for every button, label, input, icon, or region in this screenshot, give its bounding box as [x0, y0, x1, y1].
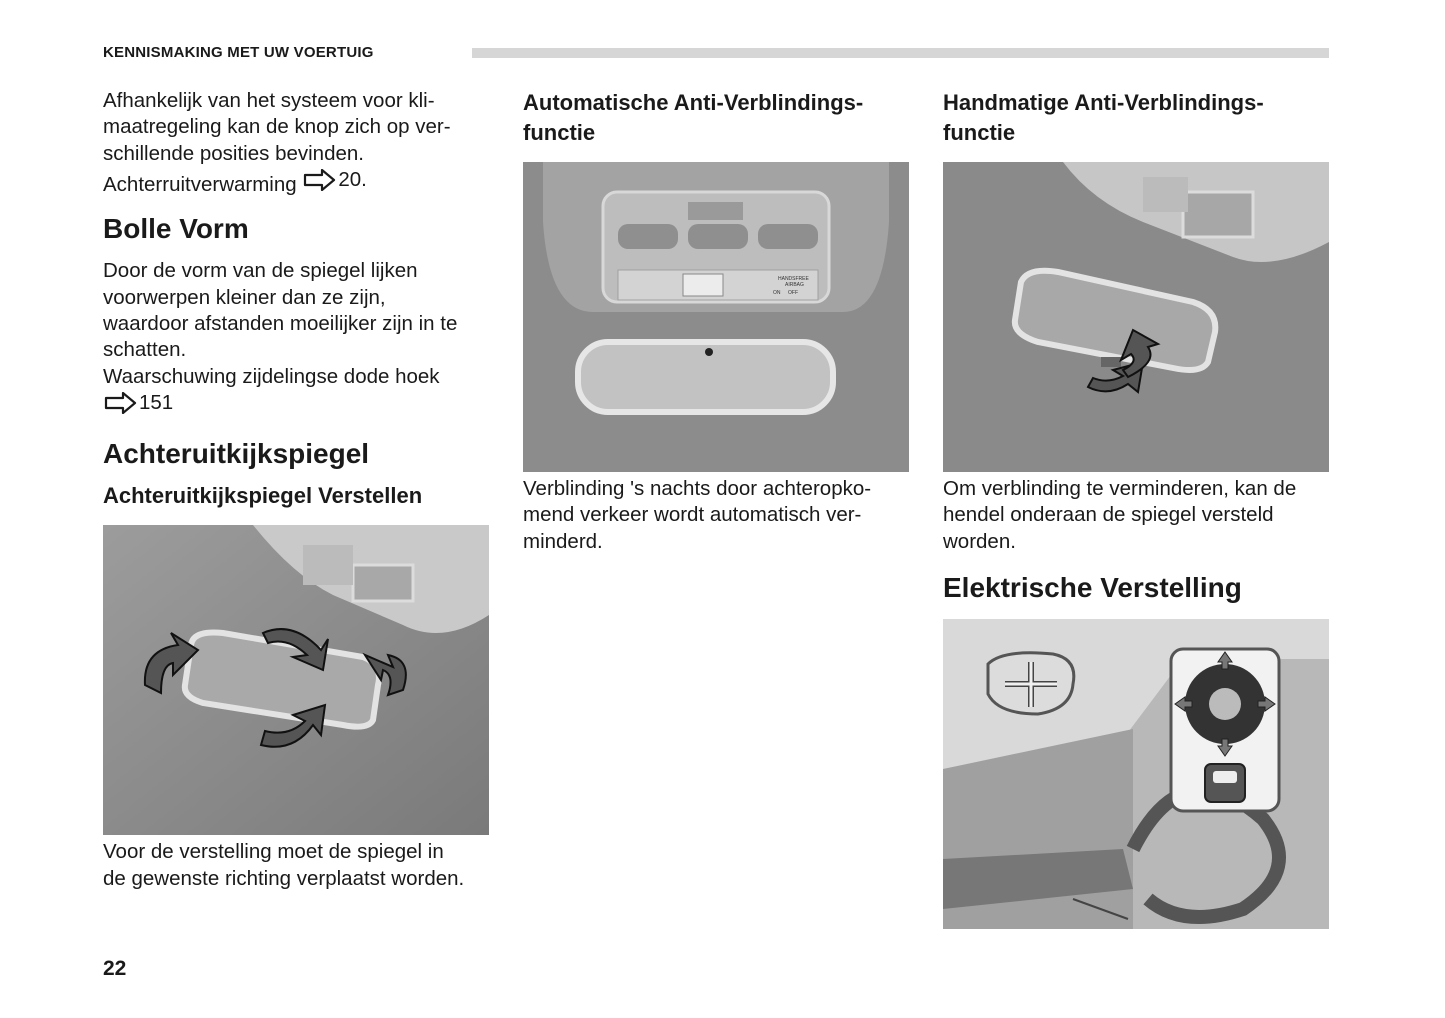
mirror-adjust-figure: [103, 525, 489, 835]
text-line: waardoor afstanden moeilijker zijn in te: [103, 311, 458, 335]
column-3: [943, 88, 1333, 929]
text-line: Om verblinding te verminderen, kan de: [943, 477, 1297, 500]
airbag-on-label: ON: [773, 290, 781, 296]
running-header: KENNISMAKING MET UW VOERTUIG: [103, 44, 374, 61]
heading-line: Automatische Anti-Verblindings-: [523, 90, 864, 115]
heading-line: functie: [943, 120, 1016, 145]
electric-adjust-figure: [943, 619, 1329, 929]
mirror-adjust-illustration: [103, 525, 489, 835]
airbag-off-label: OFF: [788, 290, 798, 296]
manual-anti-glare-figure: [943, 162, 1329, 472]
text-line: Verblinding 's nachts door achteropko-: [523, 477, 872, 500]
mirror-adjust-caption: [103, 839, 493, 892]
column-2: [523, 88, 913, 555]
header-rule: [472, 48, 1329, 58]
auto-anti-glare-heading: [523, 88, 913, 148]
auto-anti-glare-figure: [523, 162, 909, 472]
reference-page: 151: [139, 390, 174, 414]
text-line: mend verkeer wordt automatisch ver-: [523, 503, 862, 527]
rear-defrost-reference-link[interactable]: [302, 167, 367, 193]
climate-paragraph: [103, 88, 493, 198]
text-line: Afhankelijk van het systeem voor kli-: [103, 89, 435, 112]
rear-defrost-label: Achterruitverwarming: [103, 173, 297, 197]
text-line: schatten.: [103, 338, 187, 362]
text-line: schillende posities bevinden.: [103, 141, 364, 165]
airbag-panel-text: HANDSFREE: [778, 276, 809, 282]
achteruitkijkspiegel-heading: Achteruitkijkspiegel: [103, 438, 370, 470]
auto-anti-glare-caption: [523, 476, 913, 555]
heading-line: functie: [523, 120, 596, 145]
blind-spot-reference-link[interactable]: [103, 390, 173, 416]
arrow-right-outline-icon: [302, 169, 336, 191]
auto-dimming-mirror-illustration: [523, 162, 909, 472]
electric-mirror-control-illustration: [943, 619, 1329, 929]
text-line: Door de vorm van de spiegel lijken: [103, 259, 418, 283]
text-line: maatregeling kan de knop zich op ver-: [103, 115, 451, 139]
reference-page: 20.: [338, 167, 367, 191]
text-line: hendel onderaan de spiegel versteld: [943, 503, 1274, 527]
electric-adjust-heading: Elektrische Verstelling: [943, 571, 1242, 603]
manual-lever-mirror-illustration: [943, 162, 1329, 472]
manual-anti-glare-caption: [943, 476, 1333, 555]
airbag-panel-text: AIRBAG: [785, 282, 804, 288]
text-line: de gewenste richting verplaatst worden.: [103, 866, 465, 890]
bolle-vorm-paragraph: [103, 258, 493, 421]
blind-spot-label: Waarschuwing zijdelingse dode hoek: [103, 364, 440, 388]
text-line: Voor de verstelling moet de spiegel in: [103, 840, 444, 864]
text-line: minderd.: [523, 529, 603, 553]
column-1: [103, 88, 493, 892]
heading-line: Handmatige Anti-Verblindings-: [943, 90, 1264, 115]
text-line: worden.: [943, 529, 1016, 553]
text-line: voorwerpen kleiner dan ze zijn,: [103, 285, 386, 309]
page-number: 22: [103, 957, 127, 980]
mirror-adjust-heading: Achteruitkijkspiegel Verstellen: [103, 483, 423, 509]
manual-anti-glare-heading: [943, 88, 1333, 148]
bolle-vorm-heading: Bolle Vorm: [103, 213, 249, 245]
arrow-right-outline-icon: [103, 392, 137, 414]
